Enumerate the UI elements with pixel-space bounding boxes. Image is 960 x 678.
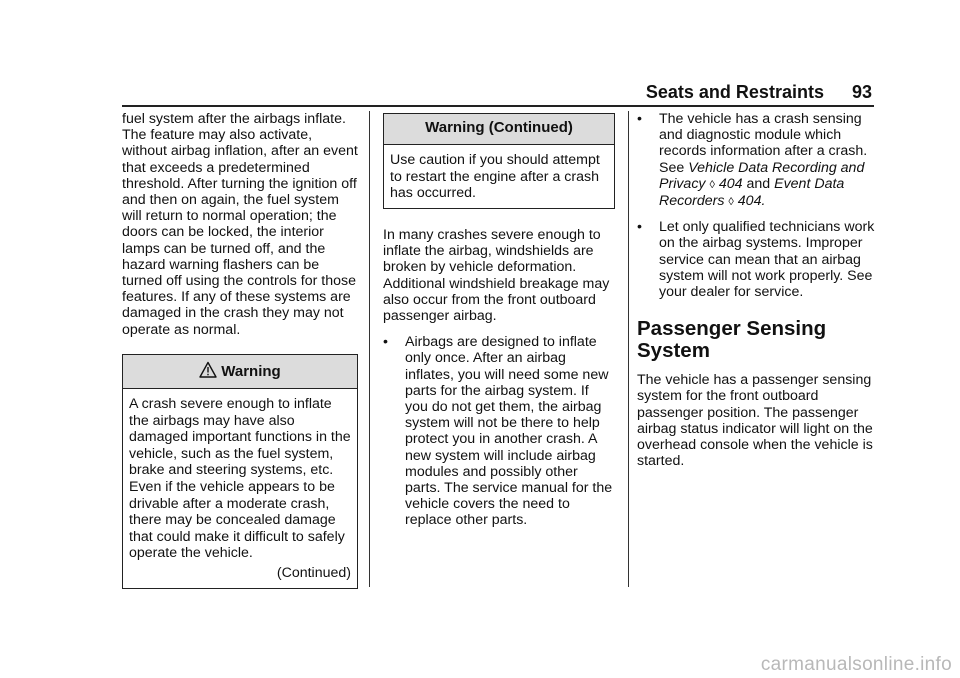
list-item xyxy=(637,111,877,210)
header-rule xyxy=(122,105,874,107)
warning-text: A crash severe enough to inflate the airbags may have also damaged important functions in the vehicle, such as the fuel system, brake and steering systems, etc. Even if the vehicle appears to be drivable after a moderate crash, there may be concealed damage that could make it difficult to safely operate the vehicle. xyxy=(129,396,351,562)
warning-continued-header: Warning (Continued) xyxy=(384,114,614,145)
page-number: 93 xyxy=(851,82,872,102)
warning-box xyxy=(122,354,358,589)
bullet-text: Airbags are designed to inflate only once. After an airbag inflates, you will need some new parts for the airbag system. If you do not get them, the airbag system will not be there to help protect you in another crash. A new system will include airbag modules and possibly other parts. The service manual for the vehicle covers the need to replace other parts. xyxy=(405,334,613,529)
warning-box-header xyxy=(123,355,357,389)
page-header xyxy=(646,82,872,103)
page-ref-arrow-icon: ◊ xyxy=(728,196,734,209)
watermark-footer: carmanualsonline.info xyxy=(760,654,952,675)
column-divider-1 xyxy=(369,111,370,587)
warning-body xyxy=(123,389,357,588)
passenger-sensing-paragraph: The vehicle has a passenger sensing system for the front outboard passenger position. The passenger airbag status indicator will light on the overhead console when the vehicle is started. xyxy=(637,372,873,470)
bullet-text: The vehicle has a crash sensing and diagnostic module which records information after a crash. See xyxy=(659,111,868,176)
column-1 xyxy=(122,111,358,589)
bullet-glyph: • xyxy=(637,219,642,236)
page-ref-arrow-icon: ◊ xyxy=(709,178,715,191)
bullet-glyph: • xyxy=(637,111,642,127)
warning-continued-text: Use caution if you should attempt to restart the engine after a crash has occurred. xyxy=(390,152,600,202)
warning-continued-box xyxy=(383,113,615,209)
intro-paragraph: fuel system after the airbags inflate. The feature may also activate, without airbag inflation, after an event that exceeds a predetermined threshold. After turning the ignition off and then on again, the fuel system will return to normal operation; the doors can be locked, the interior lamps can be turned off, and the hazard warning flashers can be turned off using the controls for those features. If any of these systems are damaged in the crash they may not operate as normal. xyxy=(122,111,358,338)
warning-title: Warning xyxy=(221,362,281,380)
conjunction: and xyxy=(746,175,771,192)
bullet-glyph: • xyxy=(383,334,388,351)
column-2 xyxy=(383,111,615,538)
section-heading: Passenger Sensing System xyxy=(637,317,827,363)
list-item xyxy=(637,219,877,300)
xref-link-vehicle-data[interactable]: Vehicle Data Recording and Privacy xyxy=(659,159,865,192)
windshield-paragraph: In many crashes severe enough to inflate the airbag, windshields are broken by vehicle deformation. Additional windshield breakage may also occur from the front outboard passenger airbag. xyxy=(383,226,610,324)
continued-label: (Continued) xyxy=(276,564,351,581)
bullet-text: Let only qualified technicians work on the airbag systems. Improper service can mean that an airbag system will not work properly. See your dealer for service. xyxy=(659,219,875,301)
column-3 xyxy=(637,111,877,469)
warning-continued-body xyxy=(384,145,614,208)
list-item xyxy=(383,334,615,528)
column-divider-2 xyxy=(628,111,629,587)
xref-link-event-data[interactable]: Event Data Recorders xyxy=(659,175,845,210)
section-title: Seats and Restraints xyxy=(645,82,824,102)
warning-triangle-icon xyxy=(199,361,217,379)
xref-page-event-data[interactable]: 404. xyxy=(737,193,766,210)
xref-page-vehicle-data[interactable]: 404 xyxy=(718,175,743,192)
